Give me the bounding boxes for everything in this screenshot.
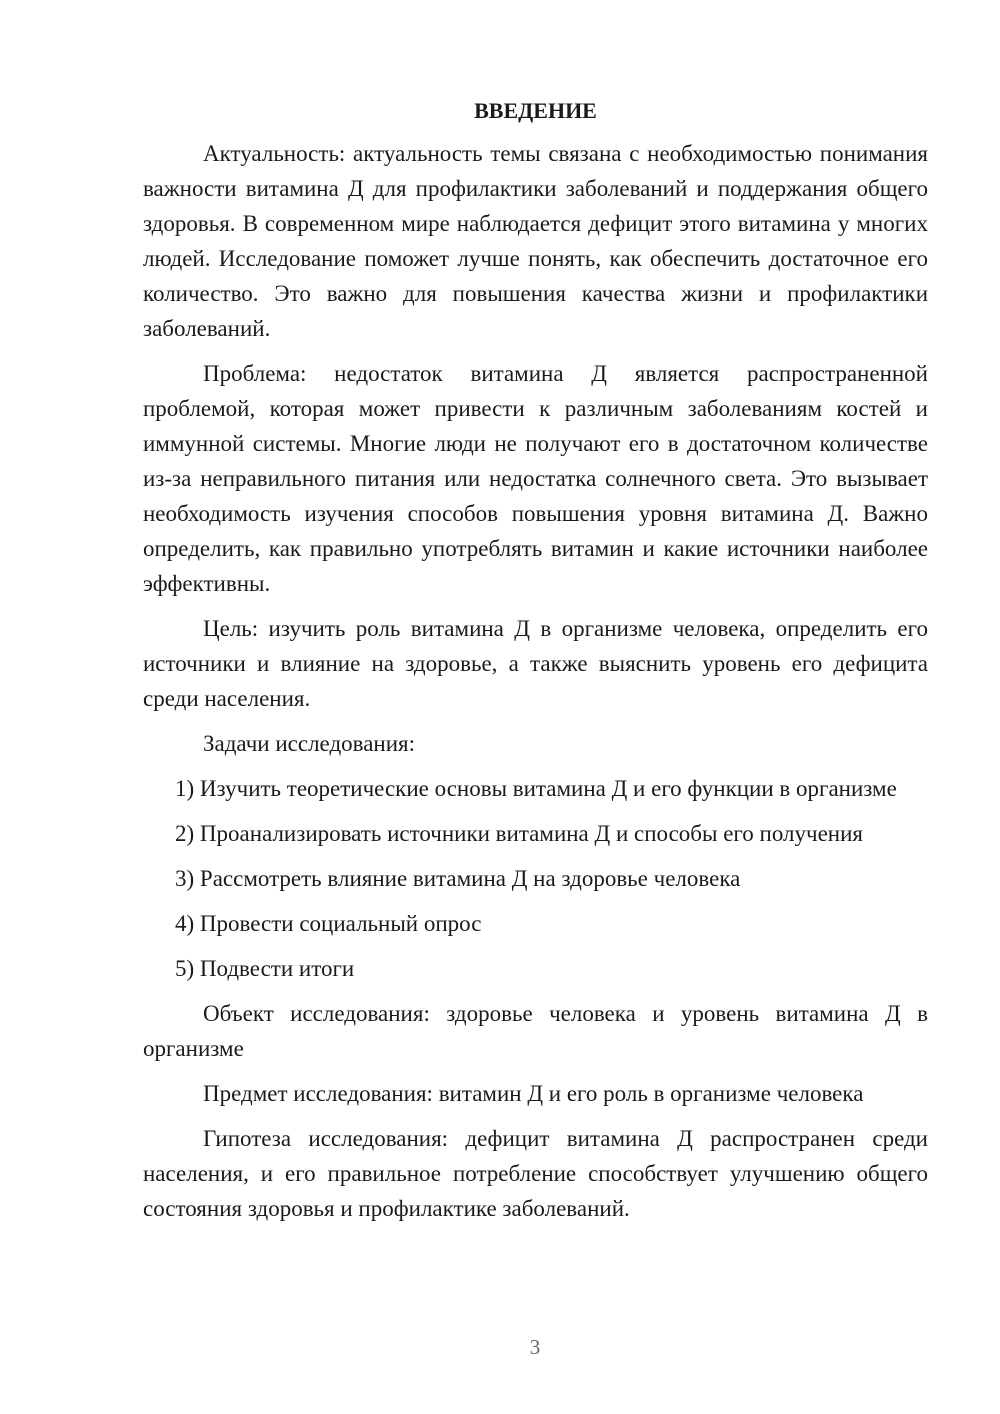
relevance-paragraph: Актуальность: актуальность темы связана с необходимостью понимания важности витамина Д для профилактики заболеваний и поддержания общего здоровья. В современном мире наблюдается дефицит этого витамина у многих людей. Исследование поможет лучше понять, как обеспечить достаточное его количество. Это важно для повышения качества жизни и профилактики заболеваний. xyxy=(143,141,928,341)
list-item: 3) Рассмотреть влияние витамина Д на здоровье человека xyxy=(175,866,741,891)
object-paragraph: Объект исследования: здоровье человека и уровень витамина Д в организме xyxy=(143,1001,928,1061)
problem-paragraph: Проблема: недостаток витамина Д является распространенной проблемой, которая может привести к различным заболеваниям костей и иммунной системы. Многие люди не получают его в достаточном количестве из-за неправильного питания или недостатка солнечного света. Это вызывает необходимость изучения способов повышения уровня витамина Д. Важно определить, как правильно употреблять витамин и какие источники наиболее эффективны. xyxy=(143,361,928,596)
list-item: 5) Подвести итоги xyxy=(175,956,355,981)
hypothesis-paragraph: Гипотеза исследования: дефицит витамина Д распространен среди населения, и его правильное потребление способствует улучшению общего состояния здоровья и профилактике заболеваний. xyxy=(143,1126,928,1221)
document-page xyxy=(143,93,928,1226)
subject-paragraph: Предмет исследования: витамин Д и его роль в организме человека xyxy=(203,1081,864,1106)
list-item: 1) Изучить теоретические основы витамина Д и его функции в организме xyxy=(175,776,897,801)
page-number: 3 xyxy=(529,1335,541,1359)
tasks-heading: Задачи исследования: xyxy=(203,731,416,756)
list-item: 2) Проанализировать источники витамина Д и способы его получения xyxy=(175,821,863,846)
page-title: ВВЕДЕНИЕ xyxy=(474,98,597,123)
goal-paragraph: Цель: изучить роль витамина Д в организме человека, определить его источники и влияние на здоровье, а также выяснить уровень его дефицита среди населения. xyxy=(143,616,928,711)
tasks-list xyxy=(143,771,928,986)
list-item: 4) Провести социальный опрос xyxy=(175,911,482,936)
